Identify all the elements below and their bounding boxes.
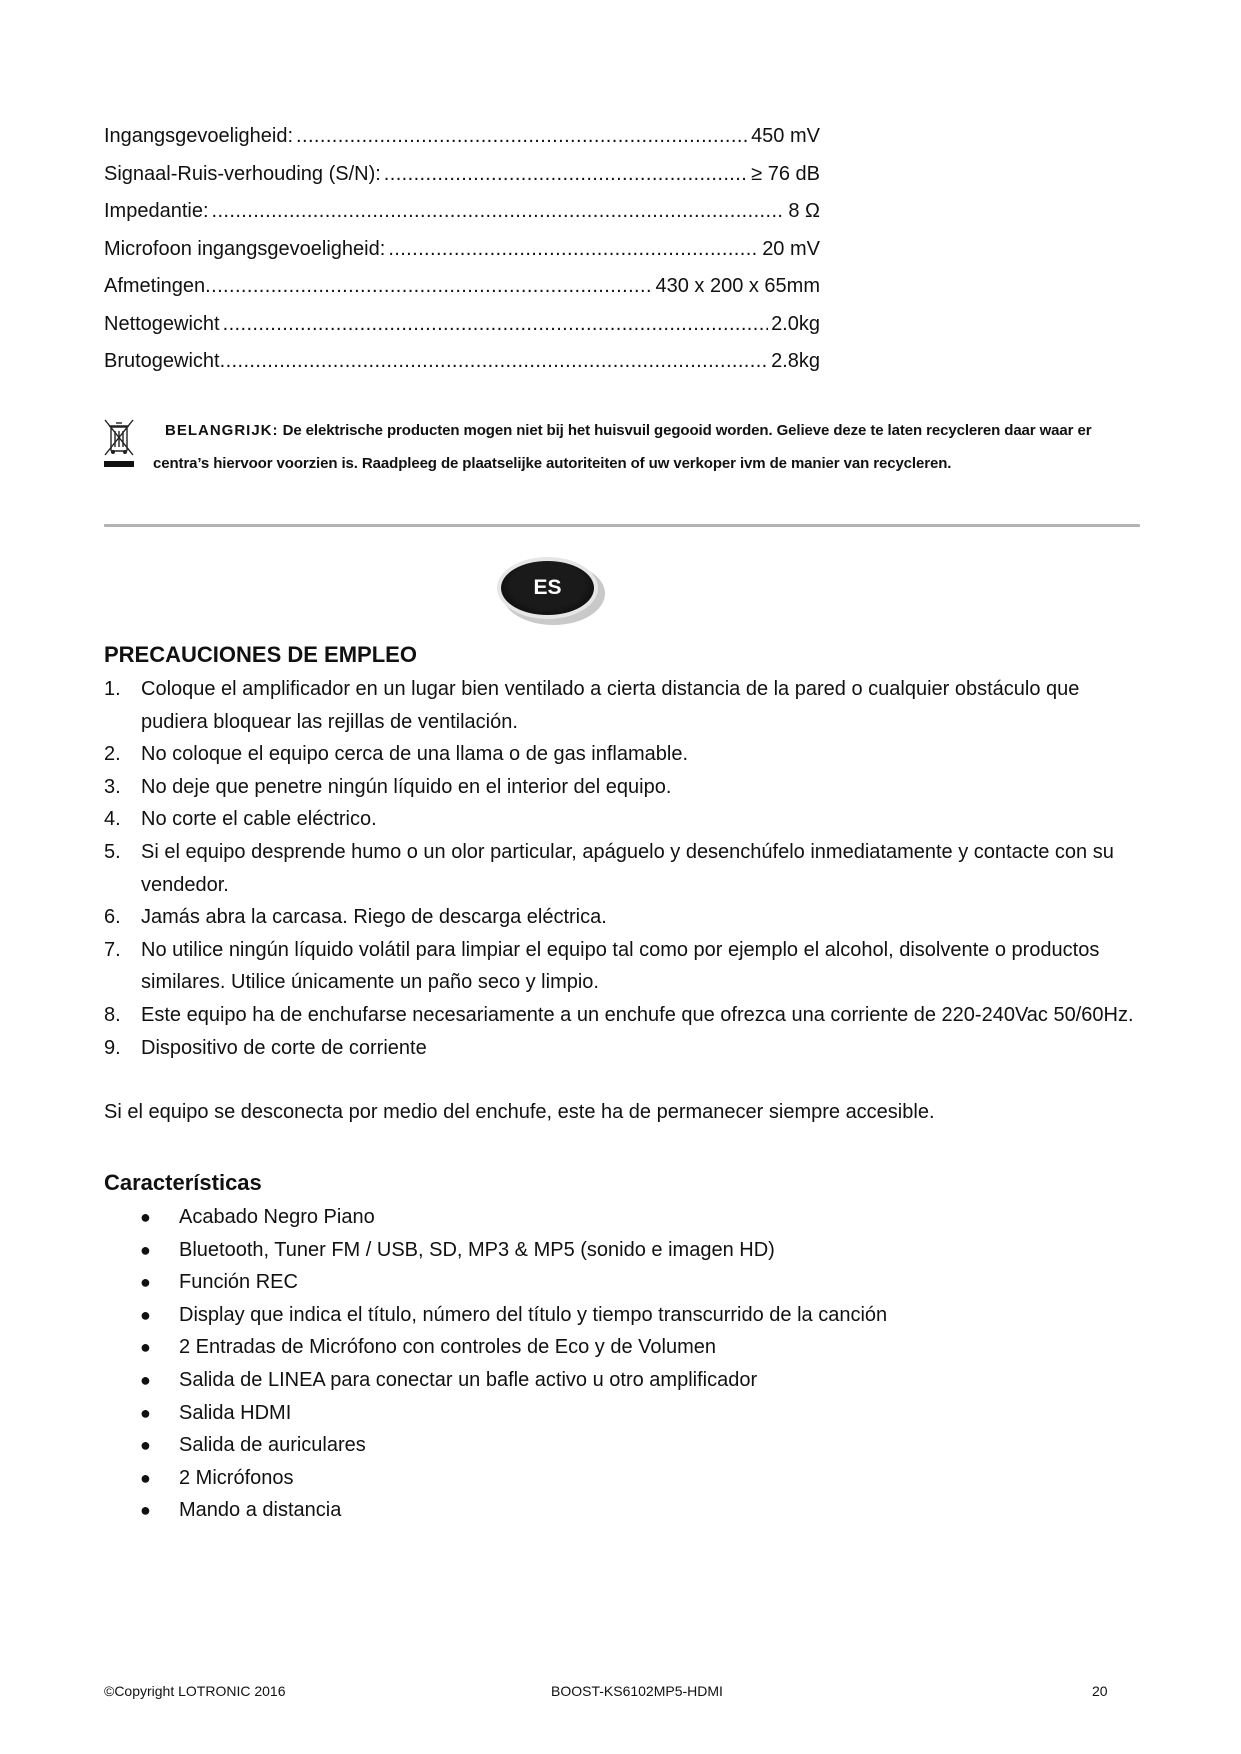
list-item xyxy=(104,1494,1104,1527)
list-item xyxy=(104,999,1144,1032)
spec-row xyxy=(104,268,820,306)
list-item xyxy=(104,1397,1104,1430)
spec-label: Brutogewicht xyxy=(104,350,220,372)
footer-copyright: ©Copyright LOTRONIC 2016 xyxy=(104,1683,286,1699)
list-item xyxy=(104,1462,1104,1495)
spec-label: Ingangsgevoeligheid: xyxy=(104,125,294,147)
spec-table xyxy=(104,118,820,381)
spec-value: 2.0kg xyxy=(771,312,820,335)
features-list xyxy=(104,1201,1104,1527)
item-text: Función REC xyxy=(179,1271,298,1294)
spec-value: 20 mV xyxy=(762,237,820,260)
list-item xyxy=(104,1201,1104,1234)
dot-leader xyxy=(296,118,748,156)
spec-label: Signaal-Ruis-verhouding (S/N): xyxy=(104,162,381,185)
dot-leader xyxy=(220,343,768,381)
item-text: No corte el cable eléctrico. xyxy=(141,808,377,831)
spec-label: Nettogewicht xyxy=(104,312,220,335)
dot-leader xyxy=(212,193,786,231)
spec-value: 450 mV xyxy=(751,125,820,147)
spec-row xyxy=(104,156,820,194)
bullet-icon: ● xyxy=(140,1369,151,1390)
item-text: Este equipo ha de enchufarse necesariamente a un enchufe que ofrezca una corriente de 220-240Vac 50/60Hz. xyxy=(141,1003,1134,1026)
features-title: Características xyxy=(104,1170,262,1195)
spec-row xyxy=(104,343,820,381)
bullet-icon: ● xyxy=(140,1207,151,1227)
item-text: 2 Micrófonos xyxy=(179,1466,294,1489)
notice-label: BELANGRIJK: xyxy=(165,422,279,439)
spec-value: ≥ 76 dB xyxy=(751,162,820,185)
bullet-icon: ● xyxy=(140,1500,151,1521)
item-text: Jamás abra la carcasa. Riego de descarga eléctrica. xyxy=(141,906,607,929)
list-item xyxy=(104,673,1144,738)
item-text: Dispositivo de corte de corriente xyxy=(141,1036,427,1059)
notice-text: De elektrische producten mogen niet bij het huisvuil gegooid worden. Gelieve deze te laten recycleren daar waar er centra’s hiervoor voorzien is. Raadpleeg de plaatselijke autoriteiten of uw verkoper ivm de manier van recycleren. xyxy=(153,422,1092,472)
list-item xyxy=(104,1429,1104,1462)
section-divider xyxy=(104,524,1140,527)
spec-value: 430 x 200 x 65mm xyxy=(655,275,820,297)
item-text: Coloque el amplificador en un lugar bien ventilado a cierta distancia de la pared o cualquier obstáculo que pudiera bloquear las rejillas de ventilación. xyxy=(141,678,1080,733)
spec-value: 2.8kg xyxy=(771,350,820,372)
item-text: Salida de LINEA para conectar un bafle activo u otro amplificador xyxy=(179,1368,758,1391)
item-text: Si el equipo desprende humo o un olor particular, apáguelo y desenchúfelo inmediatamente y contacte con su vendedor. xyxy=(141,840,1114,896)
item-number: 8. xyxy=(104,1003,121,1026)
dot-leader xyxy=(223,306,768,344)
item-number: 5. xyxy=(104,840,121,863)
bullet-icon: ● xyxy=(140,1337,151,1358)
dot-leader xyxy=(388,231,759,269)
spec-row xyxy=(104,193,820,231)
item-text: No deje que penetre ningún líquido en el interior del equipo. xyxy=(141,775,672,798)
item-text: No utilice ningún líquido volátil para limpiar el equipo tal como por ejemplo el alcohol, disolvente o productos similares. Utilice únicamente un paño seco y limpio. xyxy=(141,938,1100,994)
spec-label: Afmetingen xyxy=(104,275,206,297)
list-item xyxy=(104,1032,1144,1065)
spec-row xyxy=(104,231,820,269)
item-number: 1. xyxy=(104,678,121,700)
bullet-icon: ● xyxy=(140,1272,151,1293)
recycling-notice xyxy=(153,414,1143,480)
weee-crossed-bin-icon xyxy=(102,417,136,469)
item-number: 3. xyxy=(104,775,121,798)
item-number: 2. xyxy=(104,743,121,766)
bullet-icon: ● xyxy=(140,1239,151,1260)
item-text: Bluetooth, Tuner FM / USB, SD, MP3 & MP5 (sonido e imagen HD) xyxy=(179,1238,775,1261)
spec-value: 8 Ω xyxy=(788,200,820,222)
dot-leader xyxy=(205,268,652,306)
bullet-icon: ● xyxy=(140,1402,151,1423)
item-number: 4. xyxy=(104,808,121,831)
dot-leader xyxy=(384,156,748,194)
item-text: Salida de auriculares xyxy=(179,1434,366,1457)
precautions-list xyxy=(104,673,1144,1064)
spec-label: Microfoon ingangsgevoeligheid: xyxy=(104,237,386,260)
item-text: Salida HDMI xyxy=(179,1401,292,1424)
list-item xyxy=(104,1266,1104,1299)
accessibility-note: Si el equipo se desconecta por medio del enchufe, este ha de permanecer siempre accesible. xyxy=(104,1101,935,1123)
item-text: Display que indica el título, número del título y tiempo transcurrido de la canción xyxy=(179,1303,888,1326)
list-item xyxy=(104,901,1144,934)
item-text: No coloque el equipo cerca de una llama o de gas inflamable. xyxy=(141,743,689,766)
item-number: 6. xyxy=(104,906,121,929)
list-item xyxy=(104,1331,1104,1364)
list-item xyxy=(104,803,1144,836)
item-number: 9. xyxy=(104,1036,121,1059)
spec-row xyxy=(104,118,820,156)
bullet-icon: ● xyxy=(140,1304,151,1325)
spec-row xyxy=(104,306,820,344)
item-text: Acabado Negro Piano xyxy=(179,1206,375,1228)
language-badge: ES xyxy=(497,557,598,619)
item-text: 2 Entradas de Micrófono con controles de Eco y de Volumen xyxy=(179,1336,716,1359)
spec-label: Impedantie: xyxy=(104,200,209,222)
list-item xyxy=(104,934,1144,999)
list-item xyxy=(104,1299,1104,1332)
list-item xyxy=(104,1364,1104,1397)
list-item xyxy=(104,771,1144,804)
item-number: 7. xyxy=(104,938,121,961)
page-number: 20 xyxy=(1092,1683,1108,1699)
list-item xyxy=(104,836,1144,901)
bullet-icon: ● xyxy=(140,1467,151,1488)
footer-model: BOOST-KS6102MP5-HDMI xyxy=(551,1683,723,1699)
list-item xyxy=(104,1234,1104,1267)
bullet-icon: ● xyxy=(140,1435,151,1456)
item-text: Mando a distancia xyxy=(179,1499,342,1522)
list-item xyxy=(104,738,1144,771)
precautions-title: PRECAUCIONES DE EMPLEO xyxy=(104,642,417,667)
